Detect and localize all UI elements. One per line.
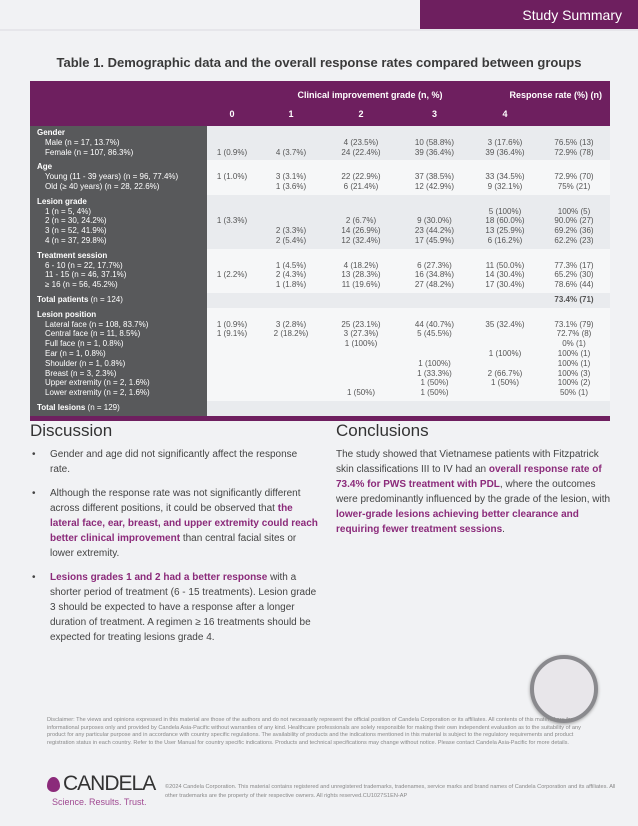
value-row — [207, 197, 610, 207]
grade-cell: 1 (50%) — [420, 388, 449, 398]
row-label: Lower extremity (n = 2, 1.6%) — [45, 388, 150, 398]
grade-cell: 17 (45.9%) — [414, 235, 455, 245]
grade-cell — [472, 162, 538, 172]
value-row — [207, 251, 610, 261]
bullet-text: Gender and age did not significantly affect the response rate. — [50, 449, 298, 475]
grade-cell — [472, 197, 538, 207]
conclusions-section — [336, 447, 611, 537]
grade-cell: 25 (23.1%) — [341, 319, 381, 329]
total-row — [30, 293, 610, 308]
table-body — [30, 126, 610, 416]
table-header — [30, 81, 610, 126]
grade-cell: 6 (21.4%) — [343, 181, 379, 191]
col-header-4: 4 — [502, 109, 508, 119]
discussion-bullet — [30, 570, 318, 645]
grade-cell — [207, 280, 257, 290]
response-rate-cell: 100% (5) — [557, 206, 591, 216]
grade-cell: 5 (45.5%) — [417, 329, 452, 339]
grade-cell: 11 (50.0%) — [485, 260, 525, 270]
grade-cell — [325, 197, 397, 207]
value-row — [207, 403, 610, 413]
col-header-2: 2 — [358, 109, 364, 119]
grade-cell — [207, 359, 257, 369]
grade-cell — [397, 162, 472, 172]
response-rate-cell: 72.9% (70) — [554, 172, 594, 182]
table-group — [30, 160, 610, 194]
group-values — [207, 160, 610, 194]
grade-cell: 2 (4.3%) — [275, 270, 307, 280]
drop-logo-icon — [47, 777, 60, 792]
grade-cell — [207, 182, 257, 192]
grade-cell — [257, 359, 325, 369]
response-rate-cell: 73.1% (79) — [554, 319, 594, 329]
row-label: Ear (n = 1, 0.8%) — [45, 348, 106, 358]
empty-cell — [325, 295, 397, 305]
response-rate-cell — [538, 128, 610, 138]
grade-cell — [207, 236, 257, 246]
value-row — [207, 270, 610, 280]
grade-cell — [257, 216, 325, 226]
table-group — [30, 195, 610, 249]
grade-cell — [207, 197, 257, 207]
value-row — [207, 359, 610, 369]
row-label: Breast (n = 3, 2.3%) — [45, 368, 117, 378]
response-rate-cell — [538, 162, 610, 172]
group-label: Lesion position — [37, 309, 97, 319]
grade-cell — [472, 128, 538, 138]
grade-cell — [257, 128, 325, 138]
conclusions-heading: Conclusions — [336, 421, 429, 440]
row-label: Young (11 - 39 years) (n = 96, 77.4%) — [45, 172, 179, 182]
grade-cell: 1 (0.9%) — [216, 147, 248, 157]
row-label: 2 (n = 30, 24.2%) — [45, 216, 107, 226]
grade-cell — [257, 197, 325, 207]
highlight-text: lower-grade lesions achieving better clearance and requiring fewer treatment sessions — [336, 509, 579, 535]
response-rate-cell: 90.0% (27) — [554, 216, 594, 226]
value-row — [207, 280, 610, 290]
grade-cell: 2 (5.4%) — [275, 235, 307, 245]
candela-logo — [47, 772, 155, 807]
total-label-bold: Total lesions — [37, 402, 86, 412]
value-row — [207, 172, 610, 182]
empty-cell — [397, 403, 472, 413]
total-label-bold: Total patients — [37, 294, 89, 304]
row-label: 1 (n = 5, 4%) — [45, 206, 92, 216]
group-labels — [30, 249, 207, 293]
grade-cell — [397, 207, 472, 217]
group-label: Treatment session — [37, 250, 108, 260]
grade-cell — [207, 310, 257, 320]
value-row — [207, 216, 610, 226]
row-label: 3 (n = 52, 41.9%) — [45, 226, 107, 236]
grade-cell — [325, 349, 397, 359]
grade-cell — [325, 369, 397, 379]
grade-cell — [472, 310, 538, 320]
total-label — [37, 403, 207, 413]
response-rate-cell: 65.2% (30) — [554, 270, 594, 280]
empty-cell — [472, 295, 538, 305]
grade-cell: 1 (100%) — [344, 339, 378, 349]
group-labels — [30, 308, 207, 401]
clinical-grade-header: Clinical improvement grade (n, %) — [297, 90, 443, 100]
grade-cell — [257, 388, 325, 398]
grade-cell — [207, 251, 257, 261]
grade-cell: 24 (22.4%) — [341, 147, 381, 157]
grade-cell — [257, 162, 325, 172]
grade-cell — [325, 251, 397, 261]
demographic-table — [30, 81, 610, 421]
highlight-text: the lateral face, ear, breast, and upper extremity could reach better clinical improvement — [50, 503, 318, 544]
grade-cell — [397, 349, 472, 359]
response-rate-cell — [538, 251, 610, 261]
row-label: 4 (n = 37, 29.8%) — [45, 235, 107, 245]
value-row — [207, 138, 610, 148]
empty-cell — [325, 403, 397, 413]
grade-cell: 1 (100%) — [488, 348, 522, 358]
grade-cell — [325, 162, 397, 172]
col-header-0: 0 — [229, 109, 235, 119]
grade-cell: 2 (6.7%) — [345, 216, 377, 226]
highlight-text: overall response rate of 73.4% for PWS treatment with PDL — [336, 464, 602, 490]
grade-cell — [472, 339, 538, 349]
grade-cell: 35 (32.4%) — [485, 319, 525, 329]
table-group — [30, 249, 610, 293]
grade-cell: 1 (100%) — [418, 358, 451, 368]
grade-cell: 9 (32.1%) — [487, 181, 523, 191]
empty-cell — [472, 403, 538, 413]
response-rate-cell: 78.6% (44) — [554, 280, 594, 290]
grade-cell: 1 (3.3%) — [216, 216, 248, 226]
table-group — [30, 126, 610, 160]
grade-cell — [207, 207, 257, 217]
grade-cell: 1 (3.6%) — [275, 181, 307, 191]
grade-cell: 27 (48.2%) — [414, 280, 455, 290]
group-values — [207, 401, 610, 416]
grade-cell — [257, 349, 325, 359]
tagline: Science. Results. Trust. — [52, 797, 147, 807]
grade-cell: 4 (23.5%) — [343, 137, 379, 147]
response-rate-cell: 72.9% (78) — [554, 147, 594, 157]
row-label: Lateral face (n = 108, 83.7%) — [45, 319, 149, 329]
grade-cell — [257, 369, 325, 379]
table-group — [30, 308, 610, 401]
grade-cell: 13 (25.9%) — [485, 226, 525, 236]
value-row — [207, 226, 610, 236]
value-row — [207, 310, 610, 320]
logo-text: CANDELA — [63, 772, 156, 795]
response-rate-cell: 73.4% (71) — [554, 294, 594, 304]
value-row — [207, 349, 610, 359]
value-row — [207, 128, 610, 138]
total-row — [30, 401, 610, 416]
value-row — [207, 207, 610, 217]
grade-cell: 12 (32.4%) — [341, 235, 381, 245]
conclusion-text: , where the outcomes were predominantly influenced by the grade of the lesion, with — [336, 479, 611, 505]
grade-cell: 39 (36.4%) — [414, 147, 455, 157]
grade-cell: 2 (18.2%) — [273, 329, 309, 339]
grade-cell: 6 (16.2%) — [487, 235, 523, 245]
group-values — [207, 308, 610, 401]
response-rate-cell: 100% (2) — [557, 378, 591, 388]
discussion-bullet — [30, 447, 318, 477]
total-label-count: (n = 124) — [88, 294, 123, 304]
response-rate-cell: 0% (1) — [562, 339, 586, 349]
response-rate-cell: 100% (1) — [557, 358, 591, 368]
grade-cell — [397, 310, 472, 320]
grade-cell — [257, 207, 325, 217]
grade-cell: 17 (30.4%) — [485, 280, 525, 290]
group-values — [207, 249, 610, 293]
row-label: Upper extremity (n = 2, 1.6%) — [45, 378, 150, 388]
grade-cell — [207, 261, 257, 271]
grade-cell: 1 (1.8%) — [275, 280, 307, 290]
grade-cell: 14 (26.9%) — [341, 226, 381, 236]
response-rate-header: Response rate (%) (n) — [509, 90, 602, 100]
response-rate-cell: 100% (1) — [557, 348, 591, 358]
conclusion-text: The study showed that Vietnamese patients with Fitzpatrick skin classifications III to IV had an — [336, 449, 599, 475]
grade-cell: 1 (4.5%) — [275, 260, 307, 270]
value-row — [207, 182, 610, 192]
grade-cell: 37 (38.5%) — [414, 172, 455, 182]
grade-cell: 22 (22.9%) — [341, 172, 381, 182]
grade-cell: 4 (18.2%) — [343, 260, 379, 270]
value-row — [207, 261, 610, 271]
total-label — [37, 295, 207, 305]
grade-cell — [257, 378, 325, 388]
grade-cell — [257, 138, 325, 148]
grade-cell: 2 (3.3%) — [275, 226, 307, 236]
value-row — [207, 378, 610, 388]
response-rate-cell — [538, 403, 610, 413]
response-rate-cell: 75% (21) — [557, 181, 591, 191]
response-rate-cell — [538, 310, 610, 320]
group-labels — [30, 401, 207, 416]
grade-cell — [397, 251, 472, 261]
grade-cell: 23 (44.2%) — [414, 226, 455, 236]
group-label: Lesion grade — [37, 196, 87, 206]
grade-cell — [207, 339, 257, 349]
group-label: Gender — [37, 128, 66, 137]
value-row — [207, 369, 610, 379]
group-labels — [30, 126, 207, 160]
grade-cell — [207, 226, 257, 236]
grade-cell: 33 (34.5%) — [485, 172, 525, 182]
grade-cell — [207, 388, 257, 398]
header-divider — [0, 29, 638, 31]
grade-cell — [325, 310, 397, 320]
empty-cell — [397, 295, 472, 305]
bullet-text: Although the response rate was not significantly different across different positions, it could be observed that — [50, 488, 301, 514]
group-label: Age — [37, 162, 53, 172]
grade-cell: 1 (33.3%) — [417, 368, 452, 378]
grade-cell — [207, 369, 257, 379]
group-values — [207, 195, 610, 249]
grade-cell: 13 (28.3%) — [341, 270, 381, 280]
row-label: Central face (n = 11, 8.5%) — [45, 329, 141, 339]
row-label: 11 - 15 (n = 46, 37.1%) — [45, 270, 127, 280]
value-row — [207, 295, 610, 305]
response-rate-cell: 76.5% (13) — [554, 137, 594, 147]
grade-cell — [325, 207, 397, 217]
row-label: ≥ 16 (n = 56, 45.2%) — [45, 280, 118, 290]
grade-cell: 4 (3.7%) — [275, 147, 307, 157]
grade-cell — [472, 388, 538, 398]
response-rate-cell: 62.2% (23) — [554, 235, 594, 245]
group-labels — [30, 160, 207, 194]
grade-cell — [325, 378, 397, 388]
response-rate-cell: 72.7% (8) — [556, 329, 592, 339]
grade-cell — [397, 339, 472, 349]
grade-cell — [207, 162, 257, 172]
grade-cell: 6 (27.3%) — [417, 260, 452, 270]
grade-cell: 2 (66.7%) — [487, 368, 523, 378]
highlight-text: Lesions grades 1 and 2 had a better response — [50, 572, 268, 583]
table-title: Table 1. Demographic data and the overall response rates compared between groups — [56, 55, 582, 70]
study-summary-tab: Study Summary — [420, 0, 638, 29]
grade-cell — [207, 138, 257, 148]
grade-cell: 39 (36.4%) — [485, 147, 525, 157]
row-label: Full face (n = 1, 0.8%) — [45, 339, 124, 349]
grade-cell — [257, 251, 325, 261]
value-row — [207, 329, 610, 339]
disclaimer: Disclaimer: The views and opinions expressed in this material are those of the authors and do not necessarily represent the official position of Candela Corporation or its affiliates. All contents of this material are for informational purposes only and provided by Candela Asia-Pacific without warranties of any kind. Healthcare professionals are solely responsible for making their own independent evaluation as to the suitability of any product for any particular purpose and in accordance with country specific regulations. The availability of products and the indications mentioned in this material is subject to the regulatory requirements and product registration status in each country. Refer to the User Manual for country specific indications. Products and technical specifications may change without notice. Please contact Candela Asia-Pacific for more details. — [47, 717, 581, 746]
value-row — [207, 320, 610, 330]
row-label: 6 - 10 (n = 22, 17.7%) — [45, 260, 123, 270]
grade-cell: 1 (0.9%) — [216, 319, 248, 329]
grade-cell — [325, 359, 397, 369]
grade-cell — [397, 128, 472, 138]
discussion-section — [30, 447, 318, 654]
row-label: Shoulder (n = 1, 0.8%) — [45, 358, 126, 368]
grade-cell: 1 (50%) — [490, 378, 519, 388]
grade-cell: 18 (60.0%) — [485, 216, 525, 226]
grade-cell: 3 (27.3%) — [343, 329, 379, 339]
response-rate-cell: 77.3% (17) — [554, 260, 594, 270]
discussion-bullet — [30, 486, 318, 561]
bullet-text: than central facial sites or lower extremity. — [50, 533, 297, 559]
total-label-count: (n = 129) — [85, 402, 120, 412]
bullet-text: with a shorter period of treatment (6 - 15 treatments). Lesion grade 3 should be expected to have a response after a longer duration of treatment. A regimen ≥ 16 treatments should be expected for treating lesions grade 4. — [50, 572, 317, 643]
value-row — [207, 148, 610, 158]
candela-badge-icon — [530, 655, 598, 723]
grade-cell — [257, 310, 325, 320]
grade-cell: 3 (2.8%) — [275, 319, 307, 329]
grade-cell: 12 (42.9%) — [414, 181, 455, 191]
group-values — [207, 126, 610, 160]
grade-cell: 1 (1.0%) — [216, 172, 248, 182]
group-values — [207, 293, 610, 308]
group-labels — [30, 293, 207, 308]
grade-cell — [472, 359, 538, 369]
grade-cell: 1 (9.1%) — [216, 329, 248, 339]
empty-cell — [257, 295, 325, 305]
row-label: Old (≥ 40 years) (n = 28, 22.6%) — [45, 181, 160, 191]
response-rate-cell: 69.2% (36) — [554, 226, 594, 236]
grade-cell: 1 (50%) — [420, 378, 449, 388]
response-rate-cell: 50% (1) — [559, 388, 588, 398]
grade-cell: 14 (30.4%) — [485, 270, 525, 280]
copyright: ©2024 Candela Corporation. This material contains registered and unregistered trademarks, tradenames, service marks and brand names of Candela Corporation and its affiliates. All other trademarks are the property of their respective owners. All rights reserved.CU1027S1EN-AP — [165, 784, 616, 799]
empty-cell — [257, 403, 325, 413]
grade-cell: 3 (3.1%) — [275, 172, 307, 182]
grade-cell: 3 (17.6%) — [487, 137, 523, 147]
grade-cell: 10 (58.8%) — [414, 137, 455, 147]
response-rate-cell — [538, 197, 610, 207]
grade-cell — [397, 197, 472, 207]
value-row — [207, 388, 610, 398]
grade-cell: 44 (40.7%) — [414, 319, 455, 329]
grade-cell: 16 (34.8%) — [414, 270, 455, 280]
group-labels — [30, 195, 207, 249]
col-header-3: 3 — [431, 109, 437, 119]
grade-cell — [257, 339, 325, 349]
grade-cell — [472, 329, 538, 339]
conclusion-text: . — [502, 524, 505, 535]
empty-cell — [207, 403, 257, 413]
empty-cell — [207, 295, 257, 305]
discussion-heading: Discussion — [30, 421, 113, 440]
table-bottom-bar — [30, 416, 610, 421]
col-header-1: 1 — [288, 109, 294, 119]
value-row — [207, 236, 610, 246]
grade-cell: 1 (2.2%) — [216, 270, 248, 280]
grade-cell — [207, 378, 257, 388]
grade-cell: 1 (50%) — [346, 388, 375, 398]
grade-cell — [207, 349, 257, 359]
value-row — [207, 339, 610, 349]
grade-cell: 5 (100%) — [488, 206, 522, 216]
row-label: Female (n = 107, 86.3%) — [45, 147, 134, 157]
response-rate-cell: 100% (3) — [557, 368, 591, 378]
row-label: Male (n = 17, 13.7%) — [45, 137, 120, 147]
grade-cell — [207, 128, 257, 138]
grade-cell: 11 (19.6%) — [341, 280, 381, 290]
grade-cell: 9 (30.0%) — [417, 216, 452, 226]
grade-cell — [472, 251, 538, 261]
value-row — [207, 162, 610, 172]
grade-cell — [325, 128, 397, 138]
